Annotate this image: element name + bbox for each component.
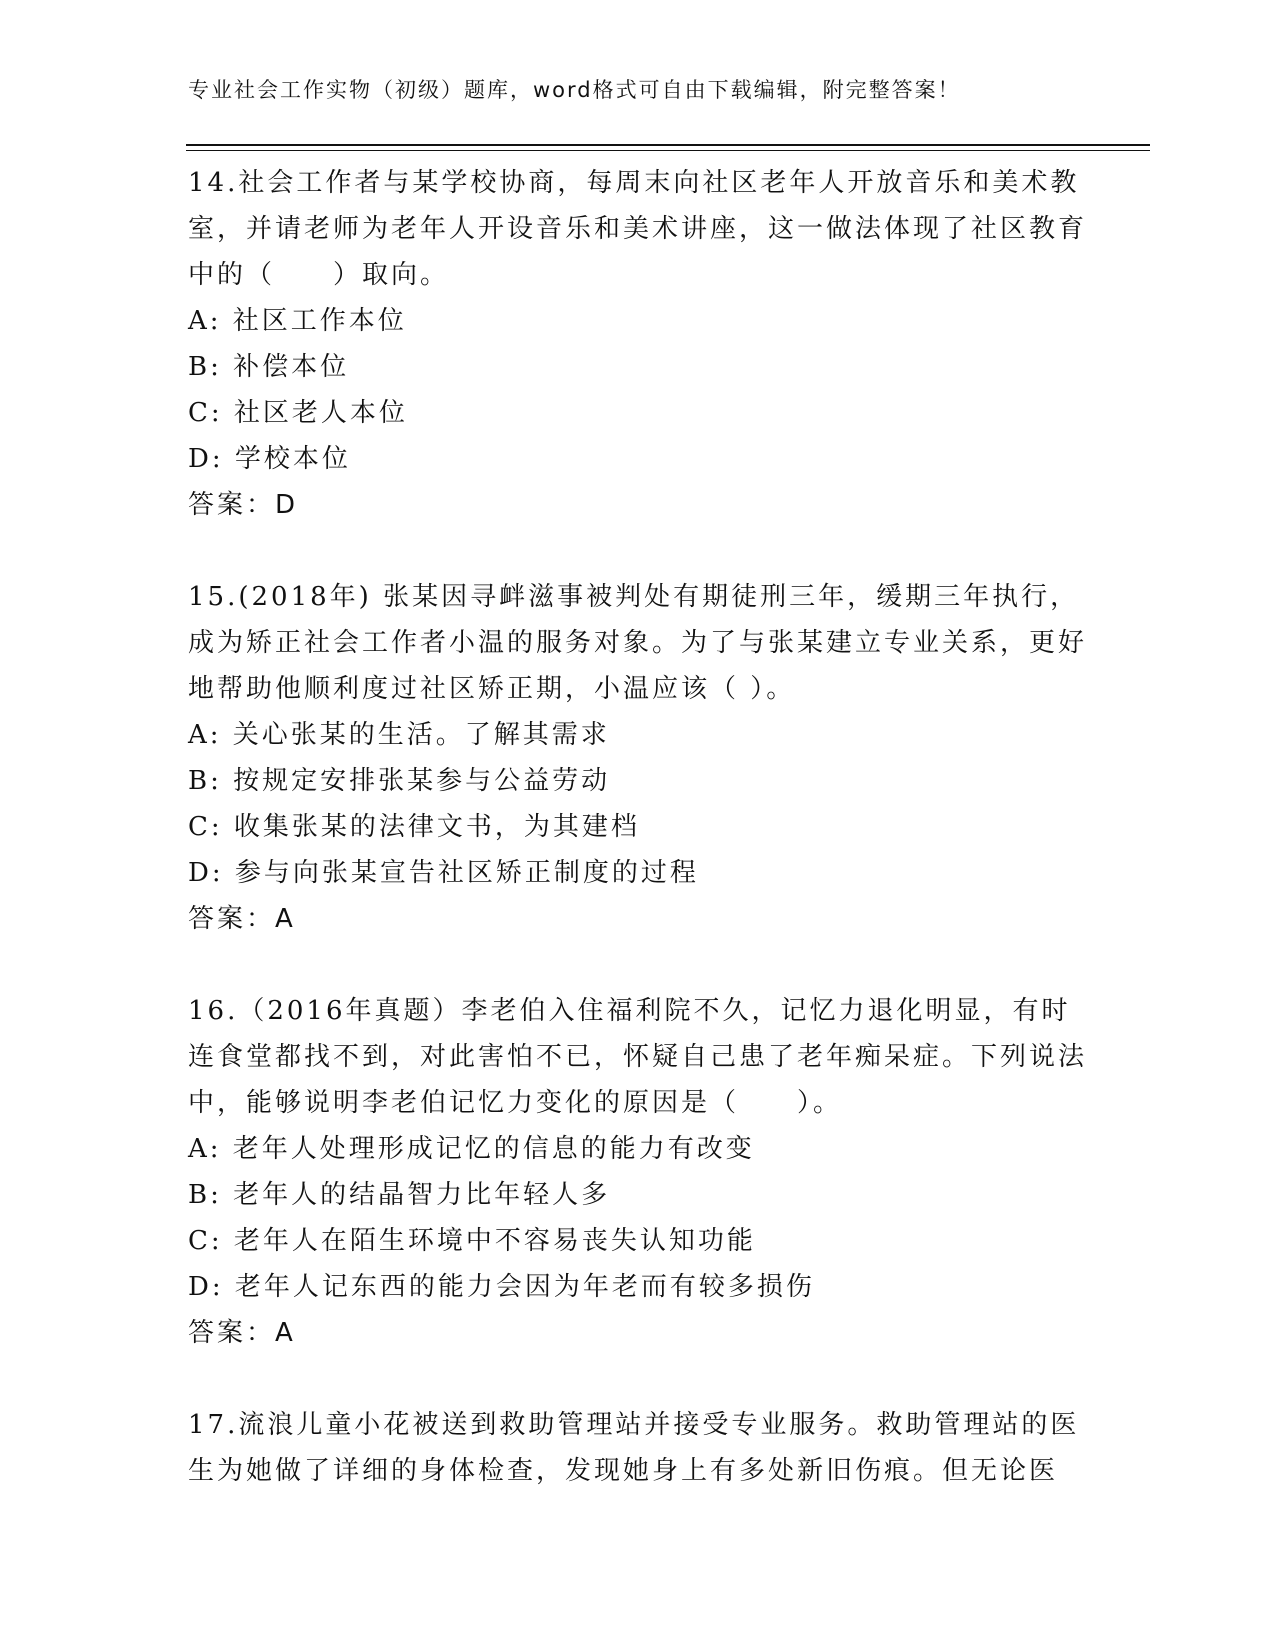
option-c: C: 社区老人本位 (188, 398, 408, 428)
answer-line: 答案：A (188, 1318, 296, 1348)
question-15 (188, 574, 1088, 942)
question-16 (188, 988, 1088, 1356)
header-rule-thin (186, 150, 1150, 151)
option-b: B: 按规定安排张某参与公益劳动 (188, 766, 611, 796)
option-c: C: 老年人在陌生环境中不容易丧失认知功能 (188, 1226, 756, 1256)
header-rule-thick (186, 144, 1150, 146)
question-list (188, 160, 1088, 1540)
option-d: D: 参与向张某宣告社区矫正制度的过程 (188, 858, 699, 888)
page-header: 专业社会工作实物（初级）题库，word格式可自由下载编辑，附完整答案！ (188, 78, 961, 102)
option-a: A: 老年人处理形成记忆的信息的能力有改变 (188, 1134, 755, 1164)
question-stem: 15.(2018年) 张某因寻衅滋事被判处有期徒刑三年，缓期三年执行，成为矫正社会工作者小温的服务对象。为了与张某建立专业关系，更好地帮助他顺利度过社区矫正期，小温应该（ ）。 (188, 582, 1088, 704)
question-stem: 14.社会工作者与某学校协商，每周末向社区老年人开放音乐和美术教室，并请老师为老年人开设音乐和美术讲座，这一做法体现了社区教育中的（ ）取向。 (188, 168, 1088, 290)
option-d: D: 学校本位 (188, 444, 351, 474)
option-b: B: 补偿本位 (188, 352, 350, 382)
option-a: A: 社区工作本位 (188, 306, 407, 336)
option-d: D: 老年人记东西的能力会因为年老而有较多损伤 (188, 1272, 815, 1302)
option-c: C: 收集张某的法律文书，为其建档 (188, 812, 640, 842)
option-a: A: 关心张某的生活。了解其需求 (188, 720, 610, 750)
answer-line: 答案：D (188, 490, 299, 520)
option-b: B: 老年人的结晶智力比年轻人多 (188, 1180, 611, 1210)
answer-line: 答案：A (188, 904, 296, 934)
question-14 (188, 160, 1088, 528)
question-stem: 16.（2016年真题）李老伯入住福利院不久，记忆力退化明显，有时连食堂都找不到，对此害怕不已，怀疑自己患了老年痴呆症。下列说法中，能够说明李老伯记忆力变化的原因是（ ）。 (188, 996, 1088, 1118)
question-stem: 17.流浪儿童小花被送到救助管理站并接受专业服务。救助管理站的医生为她做了详细的身体检查，发现她身上有多处新旧伤痕。但无论医 (188, 1410, 1080, 1486)
question-17 (188, 1402, 1088, 1494)
